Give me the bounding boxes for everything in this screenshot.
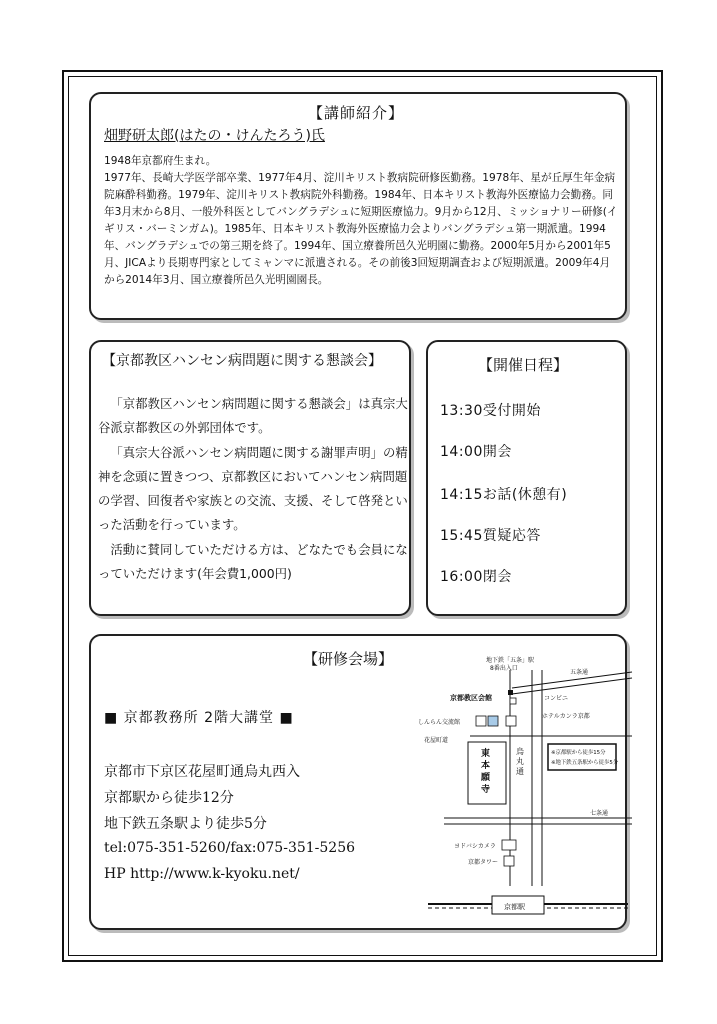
map-shinran-center: しんらん交流館	[418, 719, 461, 726]
venue-name: ■ 京都教務所 2階大講堂 ■	[104, 710, 294, 726]
map-conveni: コンビニ	[544, 695, 569, 702]
kyoku-kaikan-building	[488, 716, 498, 726]
schedule-item: 16:00閉会	[440, 569, 512, 585]
map-yodobashi: ヨドバシカメラ	[454, 843, 496, 850]
map-kyoto-tower: 京都タワー	[468, 859, 499, 866]
schedule-heading: 【開催日程】	[478, 356, 569, 374]
map-honganji-3: 願	[481, 773, 491, 783]
walk-note-box	[548, 744, 616, 770]
schedule-item: 13:30受付開始	[440, 403, 541, 419]
schedule-item: 14:15お話(休憩有)	[440, 487, 568, 503]
schedule-item: 14:00開会	[440, 444, 512, 460]
subway-exit-icon	[508, 690, 513, 695]
map-hotel: ホテルカンラ京都	[542, 713, 590, 720]
shinran-center-building	[476, 716, 486, 726]
venue-address: 京都市下京区花屋町通烏丸西入	[104, 764, 300, 780]
map-subway-exit-line2: 8番出入口	[490, 665, 518, 672]
schedule-item: 15:45質疑応答	[440, 528, 541, 544]
map-gojo-dori: 五条通	[570, 669, 589, 676]
association-paragraph: 活動に賛同していただける方は、どなたでも会員になっていただけます(年会費1,000円)	[98, 541, 408, 582]
lecturer-bio	[104, 153, 618, 289]
map-honganji-2: 本	[481, 761, 491, 771]
venue-access-station: 京都駅から徒歩12分	[104, 790, 234, 806]
bio-birth: 1948年京都府生まれ。	[104, 155, 217, 167]
map-karasuma-1: 烏	[516, 747, 524, 756]
venue-homepage: HP http://www.k-kyoku.net/	[104, 866, 300, 882]
bio-career: 1977年、長崎大学医学部卒業、1977年4月、淀川キリスト教病院研修医勤務。1978年、星が丘厚生年金病院麻酔科勤務。1979年、淀川キリスト教病院外科勤務。1984年、日本キリスト教海外医療協力会勤務。同年3月末から8月、一般外科医としてバングラデシュに短期医療協力。9月から12月、ミッショナリー研修(イギリス・バーミンガム)。1985年、日本キリスト教海外医療協力会よりバングラデシュ第一期派遣。1994年、バングラデシュでの第三期を終了。1994年、国立療養所邑久光明園に勤務。2000年5月から2001年5月、JICAより長期専門家としてミャンマに派遣される。その前後3回短期調査および短期派遣。2009年4月から2014年3月、国立療養所邑久光明園園長。	[104, 172, 618, 286]
conveni-icon	[510, 698, 516, 704]
map-walk-note-2: ※地下鉄五条駅から徒歩5分	[551, 760, 619, 766]
map-kyoku-kaikan: 京都教区会館	[450, 694, 492, 702]
association-heading: 【京都教区ハンセン病問題に関する懇談会】	[102, 353, 382, 369]
association-paragraph: 「真宗大谷派ハンセン病問題に関する謝罪声明」の精神を念頭に置きつつ、京都教区においてハンセン病問題の学習、回復者や家族との交流、支援、そして啓発といった活動を行っています。	[98, 444, 408, 533]
venue-access-subway: 地下鉄五条駅より徒歩5分	[104, 816, 267, 832]
map-hanaya-dori: 花屋町道	[424, 737, 449, 744]
venue-heading: 【研修会場】	[303, 650, 394, 668]
association-body	[98, 392, 414, 586]
association-paragraph: 「京都教区ハンセン病問題に関する懇談会」は真宗大谷派京都教区の外郭団体です。	[98, 396, 408, 436]
venue-phone-fax: tel:075-351-5260/fax:075-351-5256	[104, 840, 356, 856]
map-subway-exit: 地下鉄「五条」駅	[486, 657, 535, 664]
hotel-building	[506, 716, 516, 726]
map-honganji-1: 東	[481, 749, 491, 759]
yodobashi-building	[502, 840, 516, 850]
map-walk-note-1: ※京都駅から徒歩15分	[551, 750, 606, 756]
kyoto-tower-building	[504, 856, 514, 866]
lecturer-heading: 【講師紹介】	[308, 104, 405, 122]
map-kyoto-station: 京都駅	[504, 903, 525, 911]
map-karasuma-3: 通	[516, 767, 524, 776]
access-map	[418, 650, 632, 916]
lecturer-name: 畑野研太郎(はたの・けんたろう)氏	[104, 128, 325, 144]
map-honganji-4: 寺	[481, 785, 491, 795]
map-karasuma-2: 丸	[516, 757, 524, 766]
map-shichijo-dori: 七条通	[590, 810, 609, 817]
